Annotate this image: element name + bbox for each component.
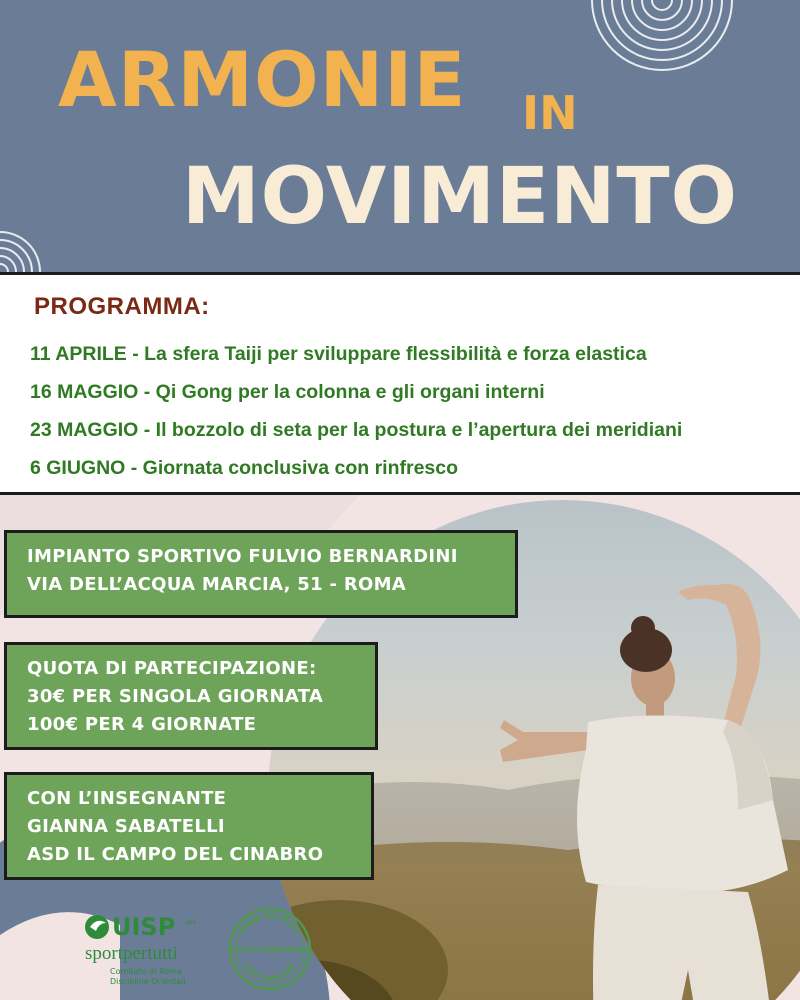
programma-item: 11 APRILE - La sfera Taiji per sviluppare flessibilità e forza elastica — [30, 343, 647, 365]
programma-item: 16 MAGGIO - Qi Gong per la colonna e gli organi interni — [30, 381, 545, 403]
programma-item: 23 MAGGIO - Il bozzolo di seta per la postura e l’apertura dei meridiani — [30, 419, 683, 441]
title-armonie: ARMONIE — [58, 35, 467, 124]
comitato-text — [110, 967, 186, 987]
uisp-runner-icon — [82, 913, 112, 941]
sportpertutti-wordmark: sportpertutti — [85, 943, 178, 964]
title-in: IN — [522, 86, 578, 140]
uisp-logo — [82, 913, 202, 993]
venue-line1: IMPIANTO SPORTIVO FULVIO BERNARDINI — [27, 546, 458, 567]
title-movimento: MOVIMENTO — [182, 152, 738, 242]
lower-section — [0, 495, 800, 1000]
teacher-box — [4, 772, 374, 880]
svg-text:UISP ROMA WIP — [243, 962, 297, 983]
programma-heading: PROGRAMMA: — [34, 293, 210, 320]
stamp-mid-text: FULVIO BERNARDINI — [230, 946, 310, 954]
programma-list — [30, 335, 682, 487]
quota-line2: 30€ PER SINGOLA GIORNATA — [27, 686, 324, 707]
stamp-top-text: FREE TO PLAY — [238, 911, 302, 936]
stamp-badge-icon — [226, 905, 314, 993]
teacher-line3: ASD IL CAMPO DEL CINABRO — [27, 844, 324, 865]
uisp-aps: aps — [185, 919, 196, 926]
teacher-line1: CON L’INSEGNANTE — [27, 788, 227, 809]
venue-line2: VIA DELL’ACQUA MARCIA, 51 - ROMA — [27, 574, 407, 595]
uisp-wordmark: UISP — [112, 913, 176, 941]
free-to-play-stamp — [226, 905, 314, 993]
quota-line1: QUOTA DI PARTECIPAZIONE: — [27, 658, 317, 679]
programma-item: 6 GIUGNO - Giornata conclusiva con rinfresco — [30, 457, 459, 479]
comitato-line1: Comitato di Roma — [110, 967, 182, 976]
header-banner — [0, 0, 800, 272]
comitato-line2: Discipline Orientali — [110, 977, 186, 986]
programma-section — [0, 272, 800, 495]
stamp-bottom-text: UISP ROMA WIP — [242, 962, 298, 984]
teacher-line2: GIANNA SABATELLI — [27, 816, 225, 837]
venue-box — [4, 530, 518, 618]
quota-line3: 100€ PER 4 GIORNATE — [27, 714, 257, 735]
quota-box — [4, 642, 378, 750]
